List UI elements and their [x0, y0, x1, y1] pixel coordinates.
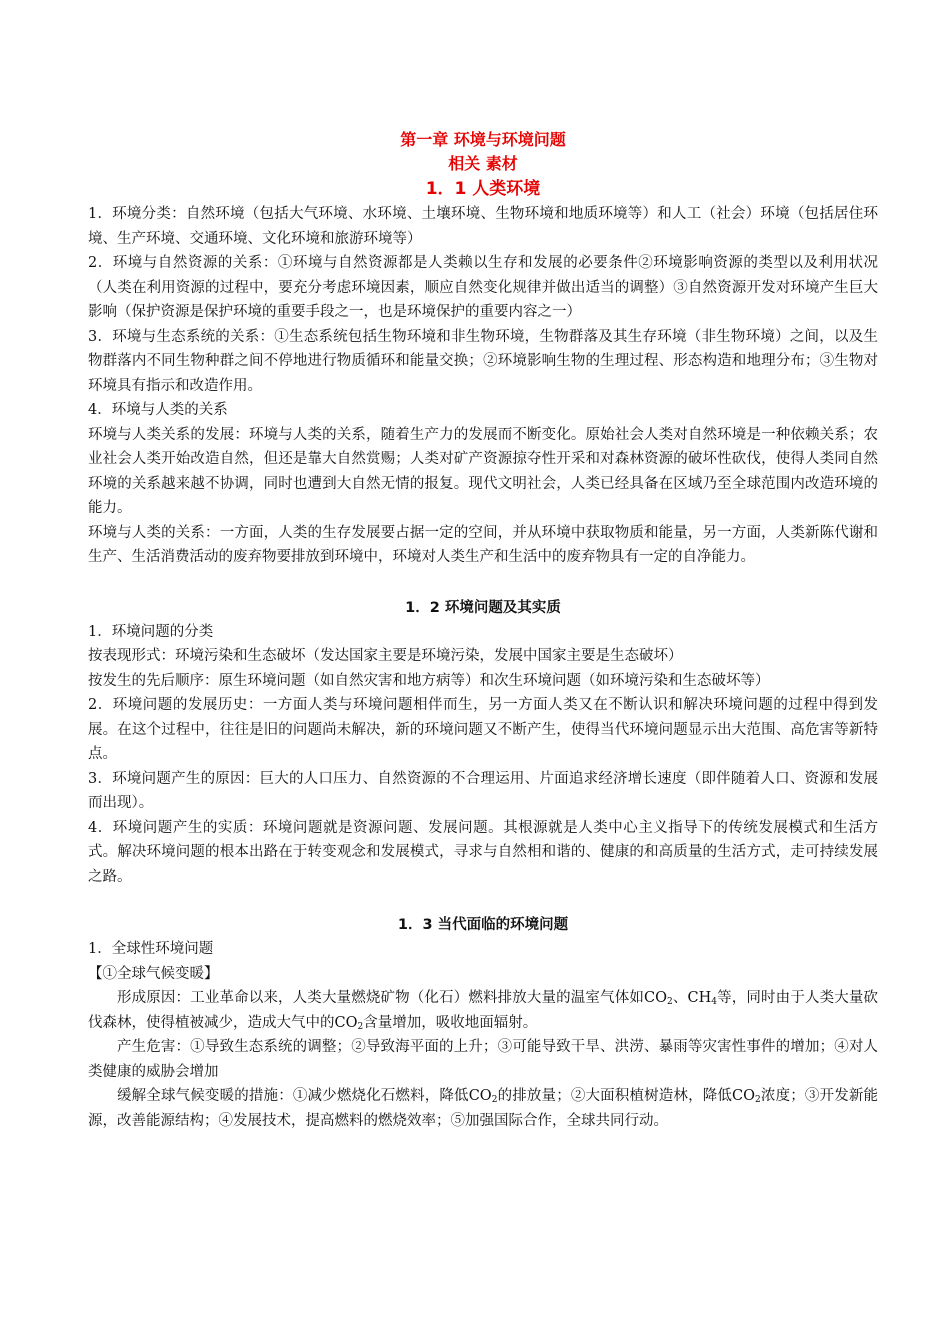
- subtitle: 相关 素材: [448, 154, 518, 173]
- paragraph: 4．环境与人类的关系: [88, 402, 228, 418]
- section3-heading: 1．3 当代面临的环境问题: [397, 917, 569, 933]
- paragraph: 3．环境与生态系统的关系：①生态系统包括生物环境和非生物环境，生物群落及其生存环境（非生物环境）之间，以及生物群落内不同生物种群之间不停地进行物质循环和能量交换；②环境影响生物的生理过程、形态构造和地理分布；③生物对环境具有指示和改造作用。: [88, 328, 878, 394]
- paragraph: 2．环境问题的发展历史：一方面人类与环境问题相伴而生，另一方面人类又在不断认识和解决环境问题的过程中得到发展。在这个过程中，往往是旧的问题尚未解决，新的环境问题又不断产生，使得当代环境问题显示出大范围、高危害等新特点。: [88, 697, 878, 762]
- paragraph: 4．环境问题产生的实质：环境问题就是资源问题、发展问题。其根源就是人类中心主义指导下的传统发展模式和生活方式。解决环境问题的根本出路在于转变观念和发展模式，寻求与自然相和谐的、健康的和高质量的生活方式，走可持续发展之路。: [88, 819, 878, 885]
- paragraph-harm: 产生危害：①导致生态系统的调整；②导致海平面的上升；③可能导致干旱、洪涝、暴雨等灾害性事件的增加；④对人类健康的威胁会增加: [88, 1039, 878, 1080]
- section2-heading: 1．2 环境问题及其实质: [405, 599, 561, 616]
- paragraph: 1．环境问题的分类: [88, 623, 214, 640]
- paragraph: 【①全球气候变暖】: [88, 965, 219, 982]
- section1-heading: 1．1 人类环境: [425, 179, 541, 199]
- paragraph: 1．环境分类：自然环境（包括大气环境、水环境、土壤环境、生物环境和地质环境等）和人工（社会）环境（包括居住环境、生产环境、交通环境、文化环境和旅游环境等）: [88, 206, 878, 247]
- paragraph: 环境与人类的关系：一方面，人类的生存发展要占据一定的空间，并从环境中获取物质和能量，另一方面，人类新陈代谢和生产、生活消费活动的废弃物要排放到环境中，环境对人类生产和生活中的废弃物具有一定的自净能力。: [88, 524, 878, 565]
- chapter-title: 第一章 环境与环境问题: [400, 130, 566, 149]
- paragraph-cause: 形成原因：工业革命以来，人类大量燃烧矿物（化石）燃料排放大量的温室气体如$CO_2$、$CH_4$等，同时由于人类大量砍伐森林，使得植被减少，造成大气中的$CO_2$含量增加，吸收地面辐射。: [88, 990, 879, 1032]
- paragraph: 按表现形式：环境污染和生态破坏（发达国家主要是环境污染，发展中国家主要是生态破坏）: [88, 648, 683, 664]
- paragraph-measures: 缓解全球气候变暖的措施：①减少燃烧化石燃料，降低$CO_2$的排放量；②大面积植树造林，降低$CO_2$浓度；③开发新能源，改善能源结构；④发展技术，提高燃料的燃烧效率；⑤加强国际合作，全球共同行动。: [88, 1088, 878, 1129]
- paragraph: 1．全球性环境问题: [88, 941, 214, 957]
- paragraph: 3．环境问题产生的原因：巨大的人口压力、自然资源的不合理运用、片面追求经济增长速度（即伴随着人口、资源和发展而出现）。: [88, 770, 878, 811]
- document-page: [88, 128, 878, 1133]
- paragraph: 2．环境与自然资源的关系：①环境与自然资源都是人类赖以生存和发展的必要条件②环境影响资源的类型以及利用状况（人类在利用资源的过程中，要充分考虑环境因素，顺应自然变化规律并做出适当的调整）③自然资源开发对环境产生巨大影响（保护资源是保护环境的重要手段之一，也是环境保护的重要内容之一）: [88, 255, 878, 320]
- paragraph: 按发生的先后顺序：原生环境问题（如自然灾害和地方病等）和次生环境问题（如环境污染和生态破坏等）: [88, 672, 770, 689]
- paragraph: 环境与人类关系的发展：环境与人类的关系，随着生产力的发展而不断变化。原始社会人类对自然环境是一种依赖关系；农业社会人类开始改造自然，但还是靠大自然赏赐；人类对矿产资源掠夺性开采和对森林资源的破坏性砍伐，使得人类同自然环境的关系越来越不协调，同时也遭到大自然无情的报复。现代文明社会，人类已经具备在区域乃至全球范围内改造环境的能力。: [88, 426, 878, 516]
